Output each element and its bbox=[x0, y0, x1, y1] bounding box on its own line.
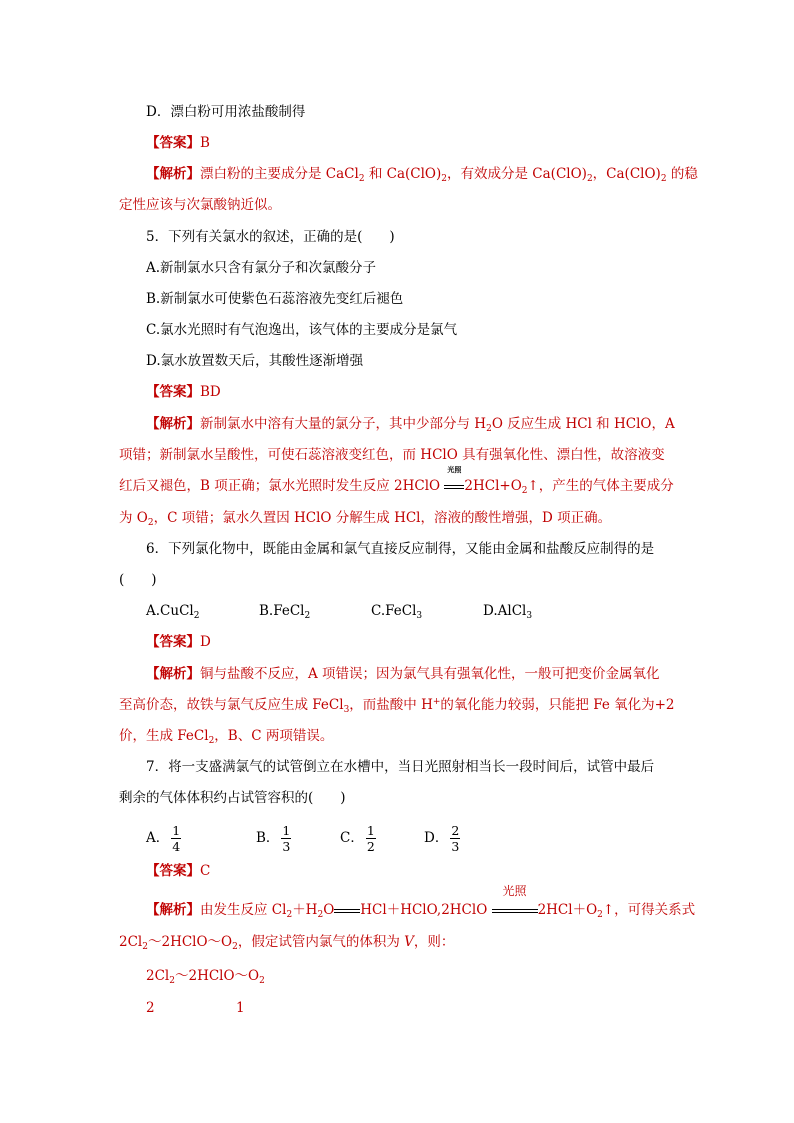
q6-stem-line2: ( ) bbox=[119, 572, 157, 588]
q5-option-a: A.新制氯水只含有氯分子和次氯酸分子 bbox=[146, 260, 377, 276]
q7-analysis-line1: 【解析】由发生反应 $Cl_2+H_2O$ HCl＋HClO,2HClO 光照 $2HCl+O_2↑$，可得关系式 bbox=[146, 884, 696, 920]
prev-option-d bbox=[146, 101, 305, 123]
q6-answer bbox=[146, 631, 211, 653]
analysis-label: 【解析】 bbox=[146, 666, 200, 682]
q5-analysis-line3: 红后又褪色，B 项正确；氯水光照时发生反应 2HClO 光照 $2HCl+O_2↑$，产生的气体主要成分 bbox=[119, 465, 674, 496]
answer-value: BD bbox=[200, 384, 221, 400]
q5-analysis-line2: 项错；新制氯水呈酸性，可使石蕊溶液变红色，而 HClO 具有强氧化性、漂白性，故溶液变 bbox=[119, 447, 665, 463]
q5-stem: 5．下列有关氯水的叙述，正确的是( ) bbox=[146, 229, 395, 245]
q7-stem-line1: 7．将一支盛满氯气的试管倒立在水槽中，当日光照射相当长一段时间后，试管中最后 bbox=[146, 759, 655, 775]
q5-analysis-line4: 为 $O_2$，C 项错；氯水久置因 HClO 分解生成 HCl，溶液的酸性增强，D 项正确。 bbox=[119, 510, 612, 528]
q4-answer bbox=[146, 132, 210, 154]
q5-option-b: B.新制氯水可使紫色石蕊溶液先变红后褪色 bbox=[146, 291, 404, 307]
q6-stem-line1: 6．下列氯化物中，既能由金属和氯气直接反应制得，又能由金属和盐酸反应制得的是 bbox=[146, 541, 655, 557]
analysis-label: 【解析】 bbox=[146, 902, 200, 918]
q7-coef-right: 1 bbox=[236, 1000, 245, 1016]
answer-label: 【答案】 bbox=[146, 863, 200, 879]
q5-option-c: C.氯水光照时有气泡逸出，该气体的主要成分是氯气 bbox=[146, 322, 458, 338]
q7-analysis-line2: $2Cl_2\sim 2HClO\sim O_2$，假定试管内氯气的体积为 V，则： bbox=[119, 934, 455, 952]
answer-label: 【答案】 bbox=[146, 384, 200, 400]
q5-answer bbox=[146, 381, 221, 403]
answer-value: D bbox=[200, 634, 211, 650]
answer-value: C bbox=[200, 863, 211, 879]
q6-option-a: A.CuCl$_2$ bbox=[146, 603, 200, 621]
q6-analysis-line1: 【解析】铜与盐酸不反应，A 项错误；因为氯气具有强氧化性，一般可把变价金属氧化 bbox=[146, 666, 660, 682]
q7-answer bbox=[146, 860, 210, 882]
option-text: D．漂白粉可用浓盐酸制得 bbox=[146, 104, 306, 120]
q6-option-b: B.FeCl$_2$ bbox=[259, 603, 311, 621]
light-condition-arrow: 光照 bbox=[444, 475, 464, 497]
q4-analysis-line1 bbox=[146, 163, 698, 185]
q4-analysis-line2: 定性应该与次氯酸钠近似。 bbox=[119, 197, 281, 213]
q5-analysis-line1: 【解析】新制氯水中溶有大量的氯分子，其中少部分与 $H_2O$ 反应生成 HCl 和 HClO，A bbox=[146, 416, 675, 434]
q7-relation: $2Cl_2\sim 2HClO\sim O_2$ bbox=[146, 968, 265, 986]
q7-coef-left: 2 bbox=[146, 1000, 155, 1016]
q7-option-a: A． $\frac{1}{4}$ bbox=[146, 823, 181, 854]
analysis-label: 【解析】 bbox=[146, 416, 200, 432]
q7-option-d: D． $\frac{2}{3}$ bbox=[424, 823, 460, 854]
analysis-text: 漂白粉的主要成分是 CaCl$_2$ 和 $Ca(ClO)_2$，有效成分是 $Ca(ClO)_2$，$Ca(ClO)_2$ 的稳 bbox=[200, 166, 698, 184]
analysis-label: 【解析】 bbox=[146, 166, 200, 182]
q6-analysis-line2: 至高价态，故铁与氯气反应生成 FeCl$_3$，而盐酸中 H+的氧化能力较弱，只能把 Fe 氧化为+2 bbox=[119, 697, 675, 715]
answer-value: B bbox=[200, 135, 210, 151]
q6-analysis-line3: 价，生成 FeCl$_2$，B、C 两项错误。 bbox=[119, 728, 334, 746]
q6-option-d: D.AlCl$_3$ bbox=[483, 603, 533, 621]
equals-sign bbox=[334, 909, 360, 913]
answer-label: 【答案】 bbox=[146, 135, 200, 151]
q7-option-b: B． $\frac{1}{3}$ bbox=[256, 823, 291, 854]
q7-option-c: C． $\frac{1}{2}$ bbox=[340, 823, 375, 854]
answer-label: 【答案】 bbox=[146, 634, 200, 650]
q5-option-d: D.氯水放置数天后，其酸性逐渐增强 bbox=[146, 353, 364, 369]
q7-stem-line2: 剩余的气体体积约占试管容积的( ) bbox=[119, 790, 346, 806]
light-condition-arrow: 光照 bbox=[492, 899, 538, 921]
q6-option-c: C.FeCl$_3$ bbox=[371, 603, 423, 621]
